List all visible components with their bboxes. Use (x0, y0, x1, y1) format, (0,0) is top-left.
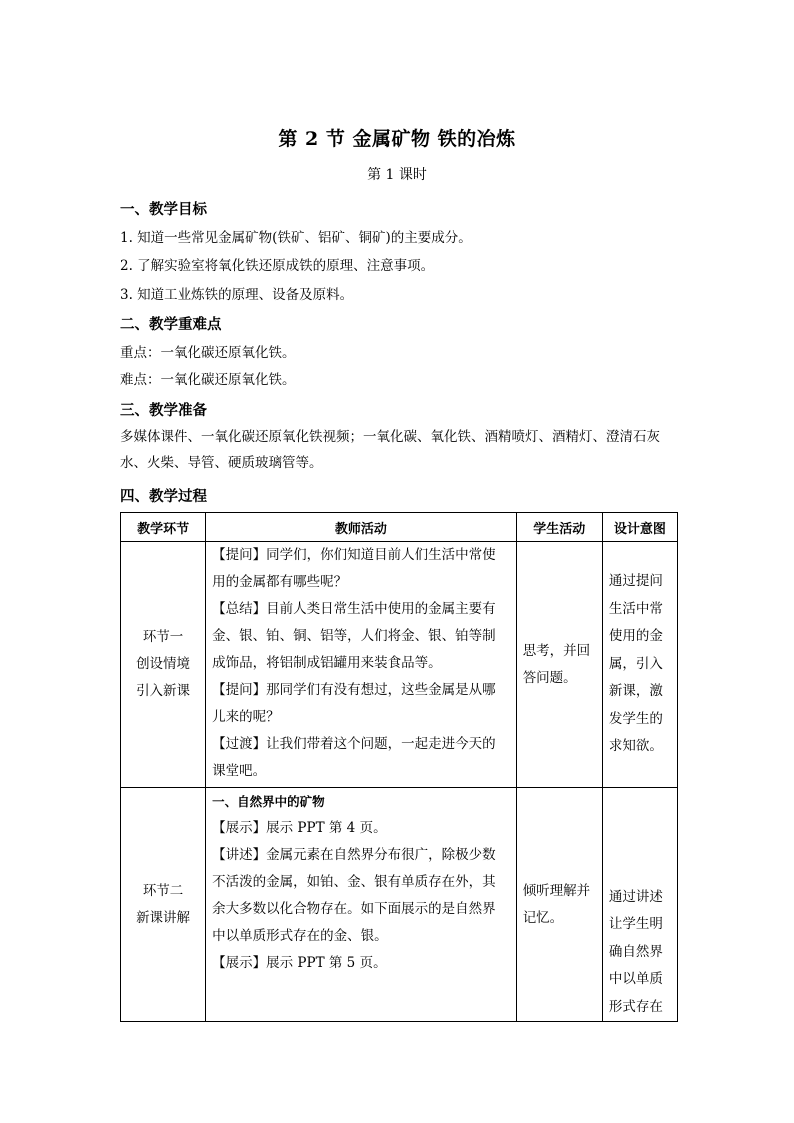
teacher-line: 儿来的呢？ (212, 709, 280, 725)
teacher-line: 金、银、铂、铜、铝等，人们将金、银、铂等制 (212, 628, 496, 644)
teacher-line: 中以单质形式存在的金、银。 (212, 928, 388, 944)
column-header: 学生活动 (516, 513, 602, 542)
section-heading-preparation: 三、教学准备 (120, 402, 207, 419)
design-line: 使用的金 (608, 628, 663, 645)
design-line: 生活中常 (608, 600, 663, 617)
student-activity-cell (516, 788, 602, 1022)
section-heading-objectives: 一、教学目标 (120, 201, 207, 218)
teacher-line: 【提问】那同学们有没有想过，这些金属是从哪 (212, 682, 496, 698)
stage-line: 环节二 (142, 882, 184, 899)
column-header: 教师活动 (206, 513, 517, 542)
student-line: 答问题。 (522, 669, 577, 686)
design-line: 形式存在 (608, 998, 663, 1015)
teacher-line: 【总结】目前人类日常生活中使用的金属主要有 (212, 601, 496, 617)
section-heading-key-points: 二、教学重难点 (120, 316, 222, 333)
design-intent-cell (602, 788, 677, 1022)
design-line: 属，引入 (608, 655, 663, 672)
teacher-activity-cell (206, 542, 517, 788)
design-line: 新课，激 (608, 683, 663, 700)
objective-item: 2. 了解实验室将氧化铁还原成铁的原理、注意事项。 (120, 258, 435, 274)
teacher-line: 不活泼的金属，如铂、金、银有单质存在外，其 (212, 874, 496, 890)
stage-line: 环节一 (142, 629, 184, 645)
design-line: 确自然界 (608, 943, 663, 960)
page-title: 第 2 节 金属矿物 铁的冶炼 (278, 128, 516, 150)
teacher-line: 课堂吧。 (212, 763, 267, 779)
student-line: 思考，并回 (522, 642, 591, 659)
stage-line: 新课讲解 (136, 909, 191, 926)
teacher-line: 【展示】展示 PPT 第 4 页。 (212, 820, 387, 836)
teacher-line: 【过渡】让我们带着这个问题，一起走进今天的 (212, 736, 496, 752)
section-heading-process: 四、教学过程 (120, 488, 207, 505)
design-line: 求知欲。 (608, 738, 663, 755)
stage-line: 创设情境 (136, 656, 191, 672)
stage-cell (121, 788, 206, 1022)
subsection-heading: 一、自然界中的矿物 (212, 794, 325, 809)
stage-line: 引入新课 (136, 683, 191, 699)
student-activity-cell (516, 542, 602, 788)
preparation-text: 多媒体课件、一氧化碳还原氧化铁视频；一氧化碳、氧化铁、酒精喷灯、酒精灯、澄清石灰水、火柴、导管、硬质玻璃管等。 (120, 429, 660, 471)
table-header-row (121, 513, 678, 542)
table-row (121, 788, 678, 1022)
design-line: 通过提问 (608, 573, 663, 590)
design-line: 中以单质 (608, 971, 663, 987)
key-point-text: 重点：一氧化碳还原氧化铁。 (120, 345, 296, 361)
design-line: 让学生明 (608, 916, 663, 932)
difficult-point-text: 难点：一氧化碳还原氧化铁。 (120, 372, 296, 388)
student-line: 倾听理解并 (522, 882, 591, 899)
design-intent-cell (602, 542, 677, 788)
objective-item: 1. 知道一些常见金属矿物(铁矿、铝矿、铜矿)的主要成分。 (120, 230, 472, 246)
teacher-line: 【讲述】金属元素在自然界分布很广，除极少数 (212, 847, 496, 863)
design-line: 通过讲述 (608, 888, 663, 905)
student-line: 记忆。 (522, 909, 564, 926)
teacher-line: 【提问】同学们，你们知道目前人们生活中常使 (212, 547, 496, 563)
teacher-line: 余大多数以化合物存在。如下面展示的是自然界 (212, 901, 496, 917)
table-row (121, 542, 678, 788)
teaching-process-table (120, 512, 678, 1022)
teacher-line: 成饰品，将铝制成铝罐用来装食品等。 (212, 655, 442, 671)
teacher-activity-cell (206, 788, 517, 1022)
column-header: 设计意图 (602, 513, 677, 542)
stage-cell (121, 542, 206, 788)
design-line: 发学生的 (608, 710, 663, 727)
column-header: 教学环节 (121, 513, 206, 542)
teacher-line: 用的金属都有哪些呢？ (212, 574, 348, 590)
page-subtitle: 第 1 课时 (367, 167, 427, 183)
teacher-line: 【展示】展示 PPT 第 5 页。 (212, 955, 387, 971)
objective-item: 3. 知道工业炼铁的原理、设备及原料。 (120, 287, 354, 303)
